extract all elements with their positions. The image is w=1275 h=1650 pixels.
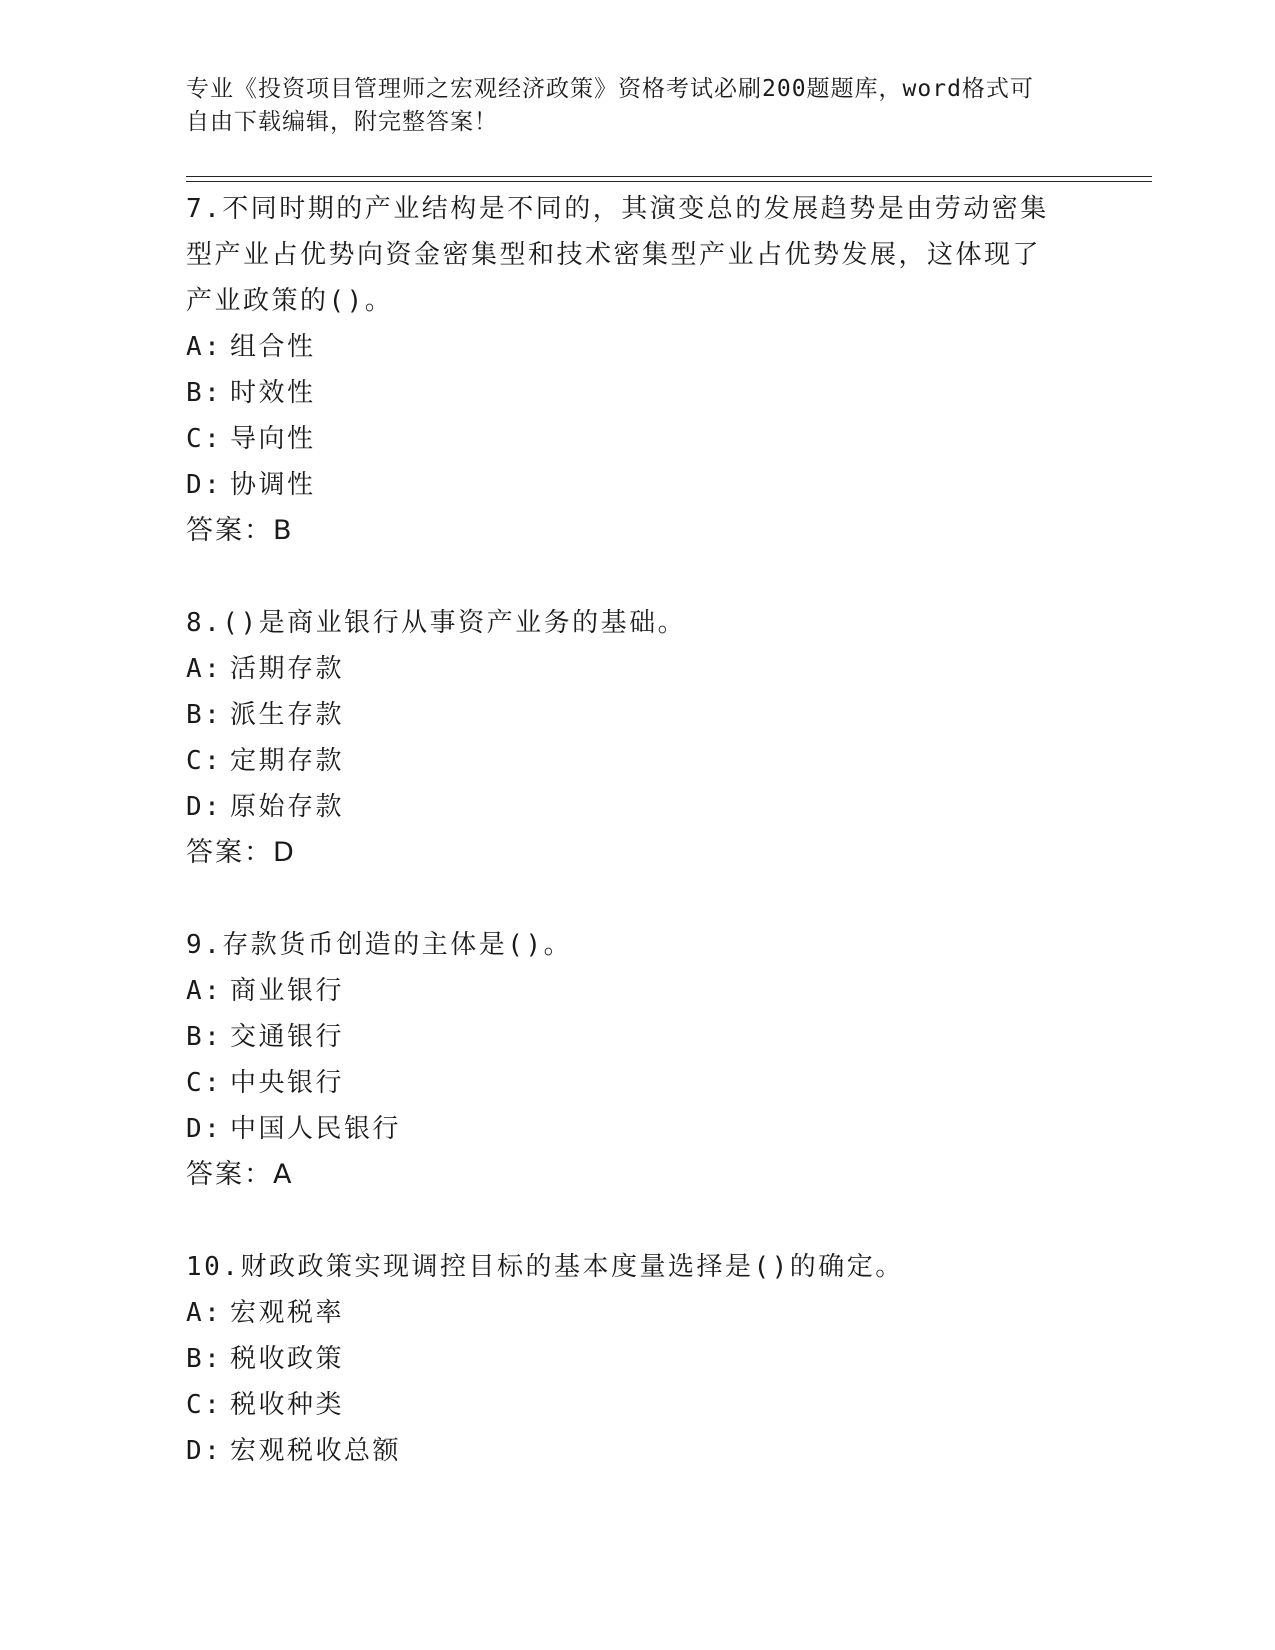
option-letter: B:: [186, 378, 223, 408]
option-text: 定期存款: [230, 746, 345, 776]
header-line-1: 专业《投资项目管理师之宏观经济政策》资格考试必刷200题题库，word格式可: [186, 76, 1034, 102]
option-text: 派生存款: [230, 700, 345, 730]
option-text: 税收种类: [230, 1390, 345, 1420]
option-text: 时效性: [230, 378, 316, 408]
option-letter: D:: [186, 792, 223, 822]
answer-option: [186, 1014, 1146, 1060]
option-text: 导向性: [230, 424, 316, 454]
option-letter: C:: [186, 746, 223, 776]
option-text: 中央银行: [230, 1068, 345, 1098]
answer-option: [186, 370, 1146, 416]
option-text: 中国人民银行: [230, 1114, 402, 1144]
answer-key: 答案：D: [186, 837, 296, 868]
header-divider-bottom: [186, 181, 1152, 182]
option-letter: D:: [186, 1114, 223, 1144]
document-header: [186, 73, 1066, 139]
answer-option: [186, 1382, 1146, 1428]
option-letter: D:: [186, 470, 223, 500]
option-text: 宏观税率: [230, 1298, 345, 1328]
question-stem-line: 产业政策的()。: [186, 286, 394, 316]
question-stem-line: 9.存款货币创造的主体是()。: [186, 930, 573, 960]
answer-option: [186, 1060, 1146, 1106]
option-letter: C:: [186, 424, 223, 454]
answer-option: [186, 784, 1146, 830]
option-letter: C:: [186, 1390, 223, 1420]
answer-option: [186, 416, 1146, 462]
question-stem-line: 型产业占优势向资金密集型和技术密集型产业占优势发展，这体现了: [186, 240, 1042, 270]
question-block: [186, 922, 1146, 1244]
answer-key: 答案：A: [186, 1159, 294, 1190]
option-letter: A:: [186, 1298, 223, 1328]
option-text: 宏观税收总额: [230, 1436, 402, 1466]
answer-option: [186, 1336, 1146, 1382]
option-text: 活期存款: [230, 654, 345, 684]
option-text: 税收政策: [230, 1344, 345, 1374]
answer-option: [186, 462, 1146, 508]
question-stem-line: 10.财政政策实现调控目标的基本度量选择是()的确定。: [186, 1252, 904, 1282]
question-block: [186, 600, 1146, 922]
option-text: 商业银行: [230, 976, 345, 1006]
option-letter: A:: [186, 976, 223, 1006]
option-letter: C:: [186, 1068, 223, 1098]
question-stem-line: 7.不同时期的产业结构是不同的，其演变总的发展趋势是由劳动密集: [186, 194, 1049, 224]
question-block: [186, 186, 1146, 600]
answer-option: [186, 968, 1146, 1014]
answer-option: [186, 1290, 1146, 1336]
answer-option: [186, 646, 1146, 692]
answer-option: [186, 692, 1146, 738]
answer-option: [186, 1428, 1146, 1474]
option-text: 原始存款: [230, 792, 345, 822]
question-spacer: [186, 554, 1146, 600]
answer-key: 答案：B: [186, 515, 294, 546]
option-text: 交通银行: [230, 1022, 345, 1052]
question-spacer: [186, 1198, 1146, 1244]
option-letter: B:: [186, 700, 223, 730]
question-list: [186, 186, 1146, 1474]
option-text: 协调性: [230, 470, 316, 500]
option-text: 组合性: [230, 332, 316, 362]
answer-option: [186, 324, 1146, 370]
option-letter: B:: [186, 1344, 223, 1374]
question-spacer: [186, 876, 1146, 922]
header-line-2: 自由下载编辑，附完整答案！: [186, 109, 498, 135]
question-block: [186, 1244, 1146, 1474]
answer-option: [186, 1106, 1146, 1152]
option-letter: D:: [186, 1436, 223, 1466]
option-letter: A:: [186, 332, 223, 362]
header-divider-top: [186, 176, 1152, 177]
answer-option: [186, 738, 1146, 784]
question-stem-line: 8.()是商业银行从事资产业务的基础。: [186, 608, 687, 638]
option-letter: A:: [186, 654, 223, 684]
option-letter: B:: [186, 1022, 223, 1052]
